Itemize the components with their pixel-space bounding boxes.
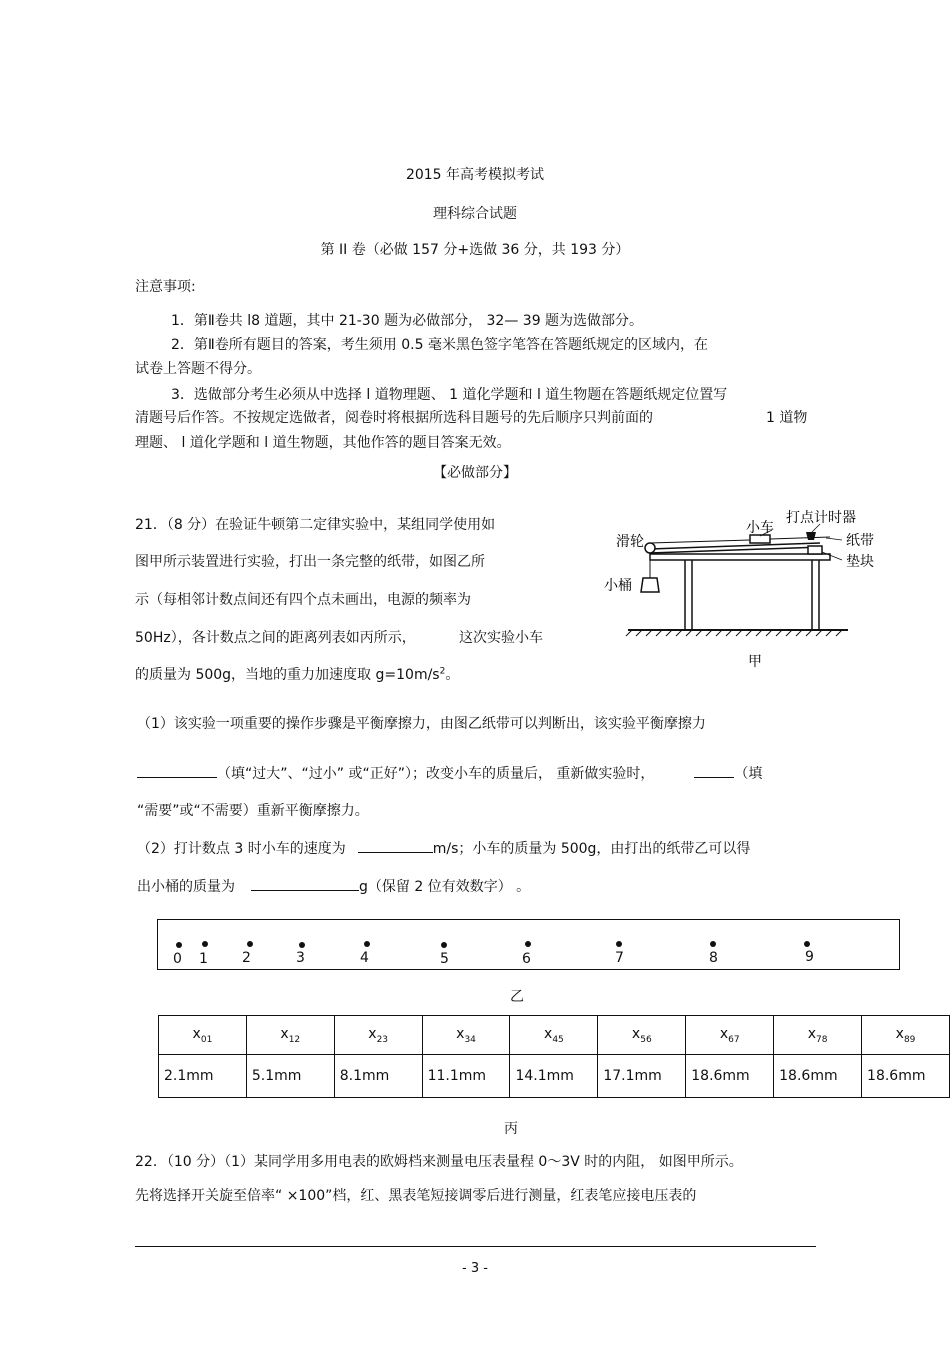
tape-point-label: 3	[296, 950, 305, 966]
answer-blank-bucket-mass[interactable]	[251, 876, 359, 891]
label-pad: 垫块	[846, 554, 874, 570]
notice-item-2: 2．第Ⅱ卷所有题目的答案，考生须用 0.5 毫米黑色签字笔答在答题纸规定的区域内，在	[171, 337, 708, 353]
q21-line-5: 的质量为 500g，当地的重力加速度取 $g=10m/s^2$。	[135, 666, 460, 683]
caption-yi: 乙	[510, 989, 524, 1005]
header-cell: $x_{78}$	[774, 1016, 862, 1055]
header-cell: $x_{89}$	[862, 1016, 950, 1055]
tape-dot	[202, 941, 208, 947]
q21-line-1: 21．（8 分）在验证牛顿第二定律实验中，某组同学使用如	[135, 517, 496, 533]
notice-item-3-end: 理题、 l 道化学题和 l 道生物题，其他作答的题目答案无效。	[135, 435, 511, 451]
value-cell: 14.1mm	[510, 1055, 598, 1098]
label-tape: 纸带	[846, 533, 874, 549]
tape-point-label: 9	[805, 949, 814, 965]
exam-subtitle: 理科综合试题	[433, 206, 517, 222]
header-cell: $x_{12}$	[246, 1016, 334, 1055]
q22-line-1: 22．（10 分）（1）某同学用多用电表的欧姆档来测量电压表量程 0～3V 时的内阻， 如图甲所示。	[135, 1154, 743, 1170]
value-cell: 2.1mm	[159, 1055, 247, 1098]
notice-item-3: 3．选做部分考生必须从中选择 l 道物理题、 1 道化学题和 l 道生物题在答题纸规定位置写	[171, 387, 728, 403]
q22-line-2: 先将选择开关旋至倍率“ ×100”档，红、黑表笔短接调零后进行测量，红表笔应接电压表的	[135, 1188, 697, 1204]
q21-line-4-tail: 这次实验小车	[459, 630, 543, 646]
q21-line-3: 示（每相邻计数点间还有四个点未画出，电源的频率为	[135, 592, 471, 608]
footer-rule	[135, 1246, 816, 1247]
bucket-shape	[641, 578, 659, 592]
exam-title: 2015 年高考模拟考试	[405, 167, 545, 183]
timer-shape	[806, 532, 816, 540]
tape-point-label: 7	[615, 950, 624, 966]
pulley-wheel	[645, 543, 655, 553]
tape-dot	[364, 941, 370, 947]
table-header-row	[159, 1016, 950, 1055]
value-cell: 18.6mm	[686, 1055, 774, 1098]
header-cell: $x_{23}$	[334, 1016, 422, 1055]
answer-blank-velocity[interactable]	[358, 838, 433, 853]
notice-item-2-cont: 试卷上答题不得分。	[135, 361, 261, 377]
notice-item-1: 1．第Ⅱ卷共 l8 道题，其中 21-30 题为必做部分， 32— 39 题为选做部分。	[171, 313, 644, 329]
q21-part2-line2: 出小桶的质量为 g（保留 2 位有效数字） 。	[137, 876, 530, 896]
paper-tape	[157, 919, 900, 970]
notice-item-3-cont: 清题号后作答。不按规定选做者，阅卷时将根据所选科目题号的先后顺序只判前面的	[135, 410, 653, 426]
tape-dot	[616, 941, 622, 947]
caption-jia: 甲	[748, 654, 762, 670]
tape-point-label: 1	[199, 951, 208, 967]
value-cell: 18.6mm	[774, 1055, 862, 1098]
label-bucket: 小桶	[604, 578, 632, 594]
q21-line-2: 图甲所示装置进行实验，打出一条完整的纸带，如图乙所	[135, 554, 485, 570]
tape-point-label: 4	[360, 950, 369, 966]
header-cell: $x_{56}$	[598, 1016, 686, 1055]
tape-point-label: 6	[522, 951, 531, 967]
label-pulley: 滑轮	[616, 534, 644, 550]
label-timer: 打点计时器	[786, 510, 856, 526]
cart-shape	[750, 535, 770, 543]
value-cell: 17.1mm	[598, 1055, 686, 1098]
tape-dot	[176, 942, 182, 948]
value-cell: 11.1mm	[422, 1055, 510, 1098]
volume-line: 第 II 卷（必做 157 分+选做 36 分，共 193 分）	[320, 242, 630, 258]
q21-part1-line2: （填“过大”、“过小” 或“正好”）；改变小车的质量后， 重新做实验时， （填	[137, 763, 762, 783]
header-cell: $x_{67}$	[686, 1016, 774, 1055]
tape-point-label: 0	[173, 951, 182, 967]
distance-table	[158, 1015, 950, 1098]
tape-point-label: 5	[440, 951, 449, 967]
header-cell: $x_{34}$	[422, 1016, 510, 1055]
q21-part2-line1: （2）打计数点 3 时小车的速度为 m/s；小车的质量为 500g，由打出的纸带乙可以得	[137, 838, 750, 858]
superscript-2: 2	[439, 666, 446, 677]
notice-item-3-cont-tail: 1 道物	[766, 410, 808, 426]
q21-part1-line3: “需要”或“不需要）重新平衡摩擦力。	[137, 803, 369, 819]
figure-apparatus	[600, 500, 890, 680]
tape-dot	[247, 941, 253, 947]
tape-dot	[525, 941, 531, 947]
table-value-row	[159, 1055, 950, 1098]
label-cart: 小车	[746, 520, 774, 536]
tape-point-label: 8	[709, 950, 718, 966]
page-number: - 3 -	[462, 1261, 488, 1276]
section-title: 【必做部分】	[433, 465, 517, 481]
tape-dot	[710, 941, 716, 947]
value-cell: 8.1mm	[334, 1055, 422, 1098]
value-cell: 18.6mm	[862, 1055, 950, 1098]
tape-dot	[299, 942, 305, 948]
value-cell: 5.1mm	[246, 1055, 334, 1098]
answer-blank-rebalance[interactable]	[694, 763, 734, 778]
q21-part1-line1: （1）该实验一项重要的操作步骤是平衡摩擦力，由图乙纸带可以判断出，该实验平衡摩擦力	[137, 716, 706, 732]
header-cell: $x_{45}$	[510, 1016, 598, 1055]
tape-dot	[441, 942, 447, 948]
q21-line-4: 50Hz），各计数点之间的距离列表如丙所示，	[135, 630, 416, 646]
notice-heading: 注意事项:	[135, 279, 196, 295]
header-cell: $x_{01}$	[159, 1016, 247, 1055]
tape-dot	[804, 941, 810, 947]
answer-blank-friction[interactable]	[137, 763, 217, 778]
pad-block	[808, 546, 822, 554]
tape-point-label: 2	[242, 950, 251, 966]
caption-bing: 丙	[504, 1121, 518, 1137]
